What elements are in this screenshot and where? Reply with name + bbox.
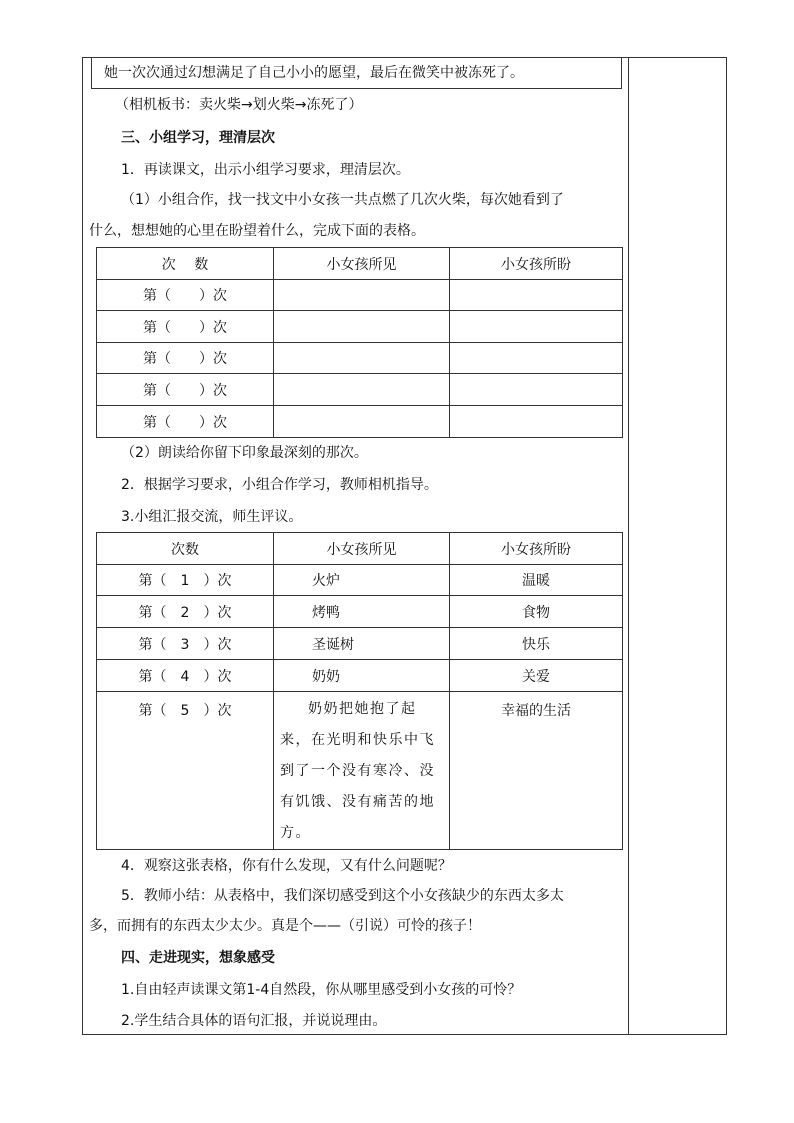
top-sentence: 她一次次通过幻想满足了自己小小的愿望，最后在微笑中被冻死了。 <box>104 65 524 81</box>
column-header-count: 次数 <box>97 533 274 565</box>
section3-item1: 1．再读课文，出示小组学习要求，理清层次。 <box>121 162 410 178</box>
section3-item2: 2．根据学习要求，小组合作学习，教师相机指导。 <box>121 477 438 493</box>
table-row <box>97 596 623 628</box>
wish-cell <box>450 374 623 406</box>
section3-item5-line2: 多，而拥有的东西太少太少。真是个——（引说）可怜的孩子！ <box>89 918 481 934</box>
table-row <box>97 280 623 311</box>
count-cell: 第（ ）次 <box>97 280 274 311</box>
table-row <box>97 374 623 406</box>
table-row <box>97 311 623 343</box>
section4-heading: 四、走进现实，想象感受 <box>121 950 275 966</box>
seen-cell: 奶奶把她抱了起来，在光明和快乐中飞到了一个没有寒冷、没有饥饿、没有痛苦的地方。 <box>274 692 450 850</box>
count-cell: 第（ 1 ）次 <box>97 565 274 596</box>
seen-cell: 圣诞树 <box>274 628 450 660</box>
seen-cell: 烤鸭 <box>274 596 450 628</box>
count-cell: 第（ ）次 <box>97 374 274 406</box>
notes-column-divider <box>628 57 629 1035</box>
count-cell: 第（ ）次 <box>97 343 274 374</box>
count-cell: 第（ 4 ）次 <box>97 660 274 692</box>
wish-cell: 快乐 <box>450 628 623 660</box>
column-header-wish: 小女孩所盼 <box>450 248 623 280</box>
seen-cell <box>274 280 450 311</box>
section4-item1: 1.自由轻声读课文第1-4自然段，你从哪里感受到小女孩的可怜？ <box>121 982 522 998</box>
count-cell: 第（ 5 ）次 <box>97 692 274 850</box>
seen-cell <box>274 374 450 406</box>
seen-cell <box>274 406 450 438</box>
wish-cell <box>450 311 623 343</box>
filled-matches-table <box>96 532 623 850</box>
column-header-count: 次 数 <box>97 248 274 280</box>
section4-item2: 2.学生结合具体的语句汇报，并说说理由。 <box>121 1013 387 1029</box>
seen-cell: 奶奶 <box>274 660 450 692</box>
table-row <box>97 343 623 374</box>
section3-item3: 3.小组汇报交流，师生评议。 <box>121 509 303 525</box>
section3-heading: 三、小组学习，理清层次 <box>121 130 275 146</box>
table-row <box>97 628 623 660</box>
seen-cell: 火炉 <box>274 565 450 596</box>
table-row <box>97 406 623 438</box>
table-header-row <box>97 248 623 280</box>
wish-cell <box>450 406 623 438</box>
wish-cell <box>450 280 623 311</box>
table-row <box>97 660 623 692</box>
count-cell: 第（ ）次 <box>97 311 274 343</box>
board-note: （相机板书：卖火柴→划火柴→冻死了） <box>115 97 363 113</box>
column-header-seen: 小女孩所见 <box>274 533 450 565</box>
wish-cell: 幸福的生活 <box>450 692 623 850</box>
wish-cell <box>450 343 623 374</box>
wish-cell: 温暖 <box>450 565 623 596</box>
section3-item1-sub1-line2: 什么，想想她的心里在盼望着什么，完成下面的表格。 <box>89 223 425 239</box>
wish-cell: 关爱 <box>450 660 623 692</box>
count-cell: 第（ 2 ）次 <box>97 596 274 628</box>
section3-item4: 4．观察这张表格，你有什么发现，又有什么问题呢？ <box>121 858 452 874</box>
column-header-wish: 小女孩所盼 <box>450 533 623 565</box>
section3-item1-sub2: （2）朗读给你留下印象最深刻的那次。 <box>121 445 368 461</box>
blank-matches-table <box>96 247 623 438</box>
section3-item1-sub1-line1: （1）小组合作，找一找文中小女孩一共点燃了几次火柴，每次她看到了 <box>121 192 564 208</box>
count-cell: 第（ 3 ）次 <box>97 628 274 660</box>
wish-cell: 食物 <box>450 596 623 628</box>
table-row <box>97 692 623 850</box>
seen-cell <box>274 311 450 343</box>
table-row <box>97 565 623 596</box>
seen-cell <box>274 343 450 374</box>
table-header-row <box>97 533 623 565</box>
count-cell: 第（ ）次 <box>97 406 274 438</box>
column-header-seen: 小女孩所见 <box>274 248 450 280</box>
section3-item5-line1: 5．教师小结：从表格中，我们深切感受到这个小女孩缺少的东西太多太 <box>121 888 564 904</box>
